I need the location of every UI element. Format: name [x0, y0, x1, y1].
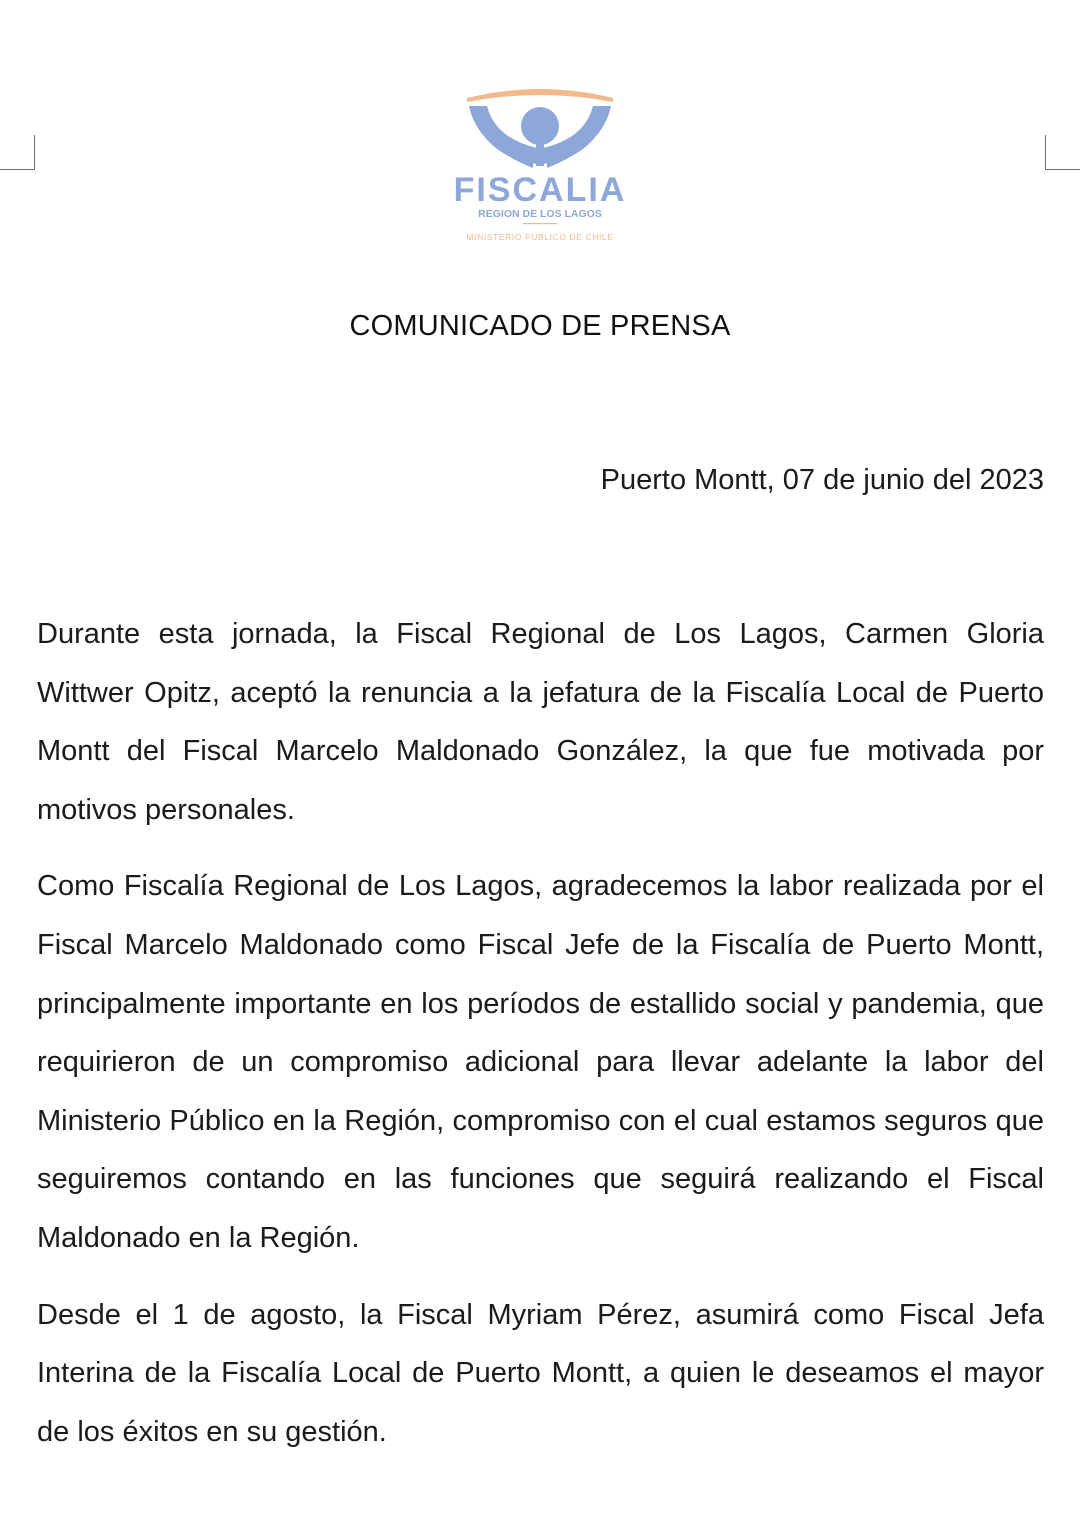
- logo-wordmark: FISCALIA: [453, 171, 627, 209]
- document-body: [37, 605, 1044, 1479]
- margin-corner-mark-right: [1045, 135, 1080, 170]
- paragraph-3: Desde el 1 de agosto, la Fiscal Myriam Pérez, asumirá como Fiscal Jefa Interina de la Fiscalía Local de Puerto Montt, a quien le deseamos el mayor de los éxitos en su gestión.: [37, 1298, 1044, 1448]
- paragraph-2: Como Fiscalía Regional de Los Lagos, agradecemos la labor realizada por el Fiscal Marcelo Maldonado como Fiscal Jefe de la Fiscalía de Puerto Montt, principalmente importante en los períodos de estallido social y pandemia, que requirieron de un compromiso adicional para llevar adelante la labor del Ministerio Público en la Región, compromiso con el cual estamos seguros que seguiremos contando en las funciones que seguirá realizando el Fiscal Maldonado en la Región.: [37, 870, 1044, 1254]
- logo-region-label: REGION DE LOS LAGOS: [478, 208, 602, 220]
- paragraph-1: Durante esta jornada, la Fiscal Regional de Los Lagos, Carmen Gloria Wittwer Opitz, aceptó la renuncia a la jefatura de la Fiscalía Local de Puerto Montt del Fiscal Marcelo Maldonado González, la que fue motivada por motivos personales.: [37, 618, 1044, 826]
- document-title: COMUNICADO DE PRENSA: [349, 310, 731, 342]
- document-dateline: Puerto Montt, 07 de junio del 2023: [600, 464, 1044, 496]
- fiscalia-logo: [425, 86, 655, 246]
- logo-institution-label: MINISTERIO PUBLICO DE CHILE: [466, 232, 614, 242]
- fiscalia-emblem-icon: [425, 86, 655, 246]
- margin-corner-mark-left: [0, 135, 35, 170]
